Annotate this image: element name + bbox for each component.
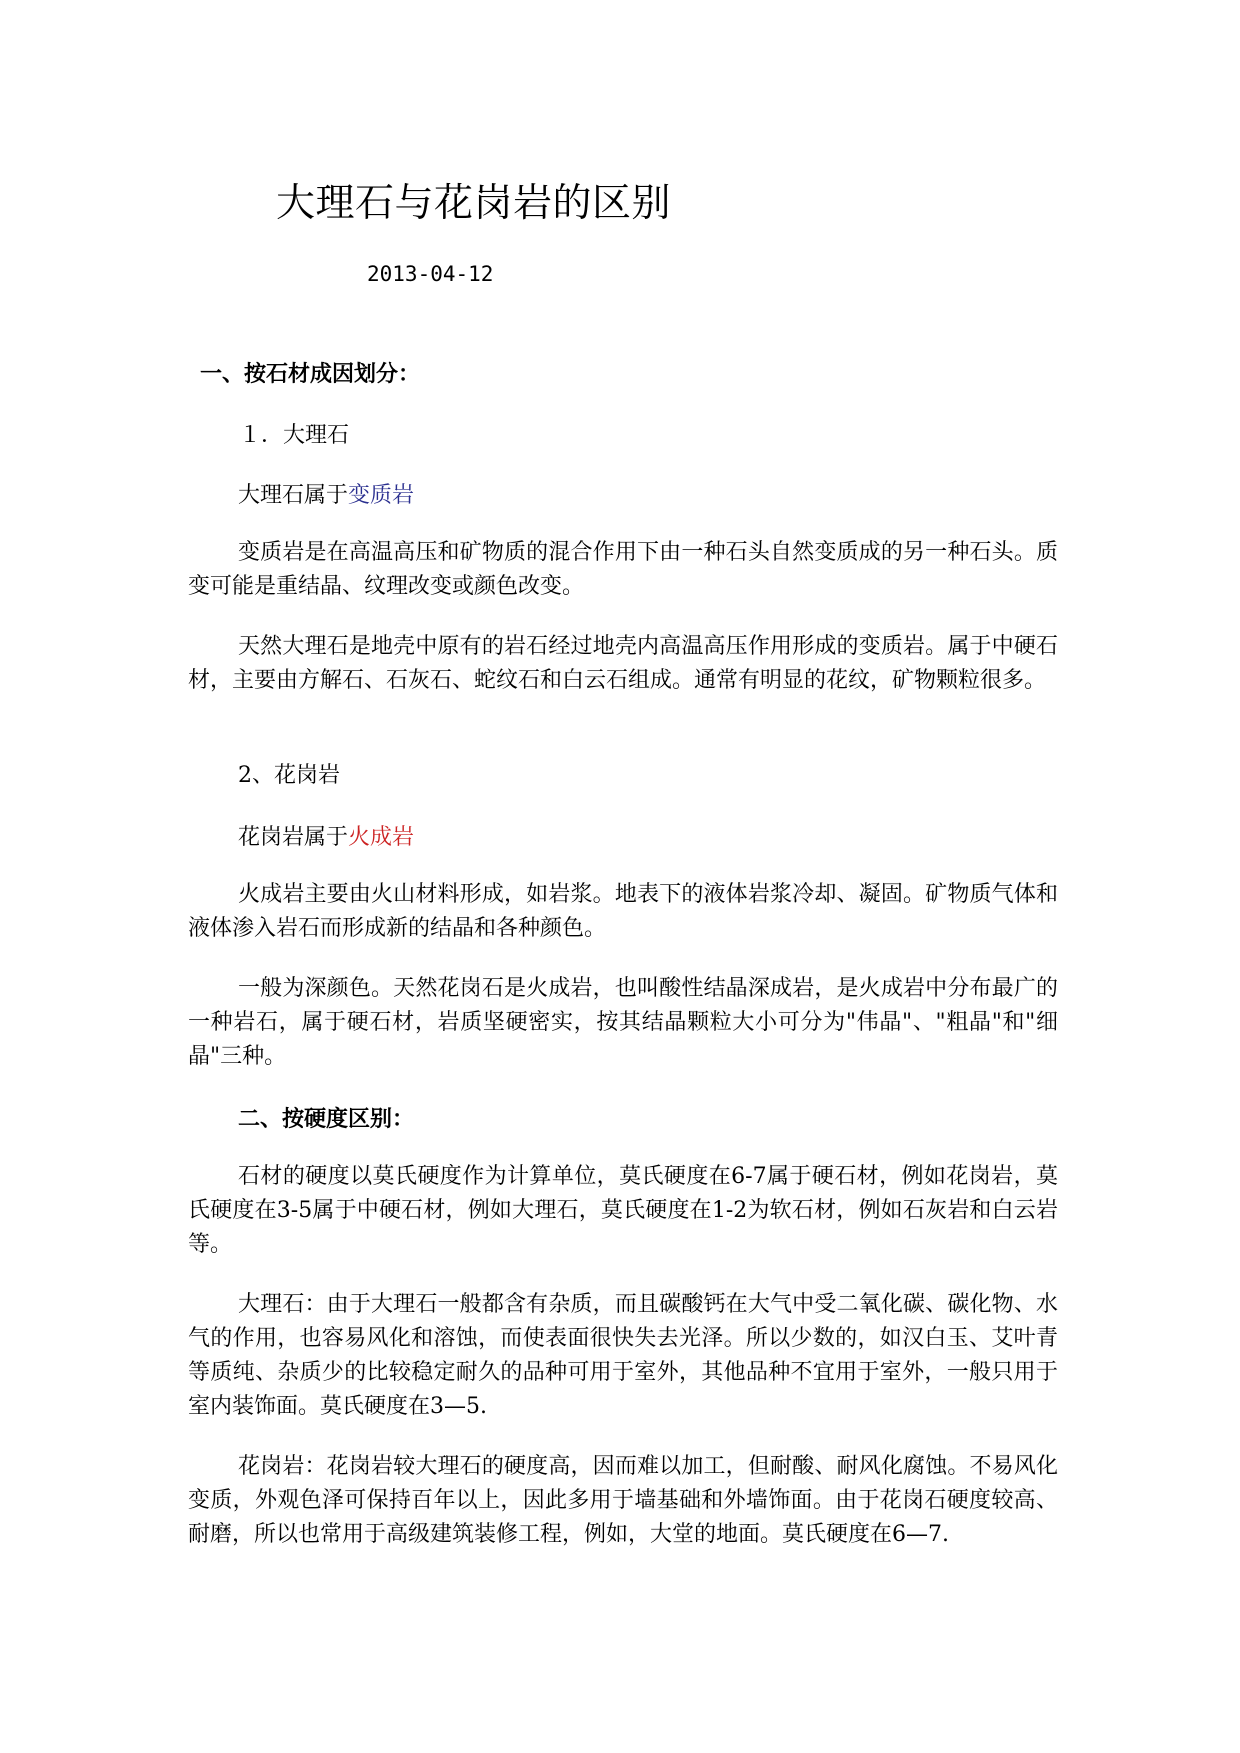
subheading-granite: 2、花岗岩 bbox=[238, 763, 340, 788]
paragraph-igneous-definition: 火成岩主要由火山材料形成，如岩浆。地表下的液体岩浆冷却、凝固。矿物质气体和液体渗入岩石而形成新的结晶和各种颜色。 bbox=[188, 882, 1058, 941]
document-title: 大理石与花岗岩的区别 bbox=[276, 181, 672, 226]
granite-type-line bbox=[238, 820, 414, 851]
paragraph-granite-hardness: 花岗岩：花岗岩较大理石的硬度高，因而难以加工，但耐酸、耐风化腐蚀。不易风化变质，外观色泽可保持百年以上，因此多用于墙基础和外墙饰面。由于花岗石硬度较高、耐磨，所以也常用于高级建筑装修工程，例如，大堂的地面。莫氏硬度在6—7. bbox=[188, 1454, 1058, 1547]
paragraph-mohs-hardness: 石材的硬度以莫氏硬度作为计算单位，莫氏硬度在6-7属于硬石材，例如花岗岩，莫氏硬度在3-5属于中硬石材，例如大理石，莫氏硬度在1-2为软石材，例如石灰岩和白云岩等。 bbox=[188, 1164, 1058, 1257]
marble-type-prefix: 大理石属于 bbox=[238, 483, 349, 508]
document-date: 2013-04-12 bbox=[367, 262, 494, 286]
paragraph-natural-granite: 一般为深颜色。天然花岗石是火成岩，也叫酸性结晶深成岩，是火成岩中分布最广的一种岩石，属于硬石材，岩质坚硬密实，按其结晶颗粒大小可分为"伟晶"、"粗晶"和"细晶"三种。 bbox=[188, 976, 1058, 1069]
marble-type-line bbox=[238, 478, 414, 509]
paragraph-natural-marble: 天然大理石是地壳中原有的岩石经过地壳内高温高压作用形成的变质岩。属于中硬石材，主要由方解石、石灰石、蛇纹石和白云石组成。通常有明显的花纹，矿物颗粒很多。 bbox=[188, 634, 1058, 693]
granite-type-prefix: 花岗岩属于 bbox=[238, 825, 349, 850]
igneous-rock-link[interactable]: 火成岩 bbox=[348, 825, 415, 850]
section-heading-formation: 一、按石材成因划分： bbox=[200, 362, 421, 387]
paragraph-marble-hardness: 大理石：由于大理石一般都含有杂质，而且碳酸钙在大气中受二氧化碳、碳化物、水气的作用，也容易风化和溶蚀，而使表面很快失去光泽。所以少数的，如汉白玉、艾叶青等质纯、杂质少的比较稳定耐久的品种可用于室外，其他品种不宜用于室外，一般只用于室内装饰面。莫氏硬度在3—5. bbox=[188, 1292, 1058, 1419]
section-heading-hardness: 二、按硬度区别： bbox=[238, 1107, 415, 1132]
subheading-marble: １．大理石 bbox=[239, 423, 350, 448]
paragraph-metamorphic-definition: 变质岩是在高温高压和矿物质的混合作用下由一种石头自然变质成的另一种石头。质变可能是重结晶、纹理改变或颜色改变。 bbox=[188, 540, 1058, 599]
metamorphic-rock-link[interactable]: 变质岩 bbox=[348, 483, 415, 508]
